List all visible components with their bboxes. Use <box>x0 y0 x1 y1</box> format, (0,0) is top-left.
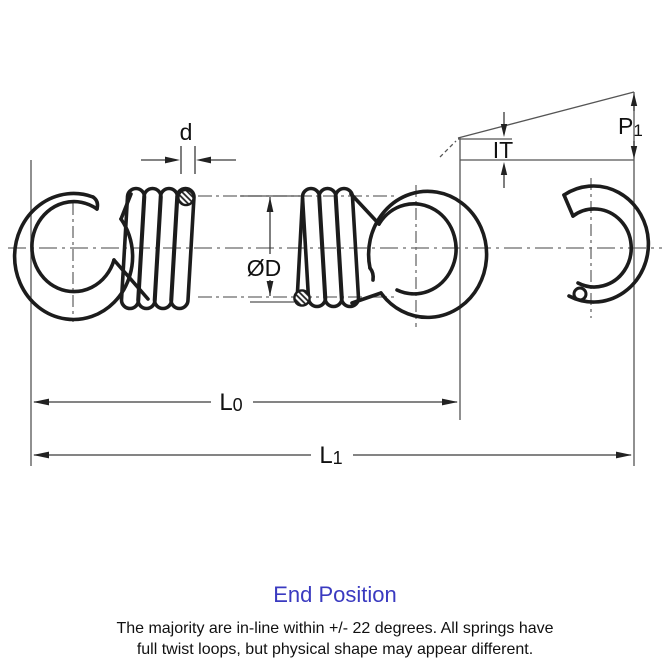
dimension-it <box>493 112 513 188</box>
end-position-heading: End Position <box>273 582 397 607</box>
l1-arrowhead-left <box>33 452 49 459</box>
phantom-coil-line <box>440 141 456 157</box>
right-hook-wire-cut <box>370 268 373 280</box>
right-hook-outer-arc <box>369 191 487 317</box>
pitch-slant-line <box>458 92 634 138</box>
wire-section-hatch-left <box>178 190 193 205</box>
left-spring <box>15 189 194 320</box>
d-arrowhead-left <box>165 157 180 164</box>
l1-label: L1 <box>319 442 343 469</box>
right-hook-inner-arc <box>379 204 456 294</box>
dimension-p1 <box>618 93 643 159</box>
it-arrowhead-top <box>501 124 507 137</box>
od-label: ØD <box>246 255 282 281</box>
p1-arrowhead-bottom <box>631 146 637 159</box>
l0-label: L0 <box>219 389 243 416</box>
od-arrowhead-bottom <box>267 281 274 296</box>
footer <box>0 582 670 660</box>
od-arrowhead-top <box>267 197 274 212</box>
d-label: d <box>179 119 193 145</box>
dimension-d <box>141 119 236 174</box>
l1-arrowhead-right <box>616 452 632 459</box>
end-view-loop <box>564 186 648 302</box>
coil-loop <box>336 189 359 307</box>
coil-loop <box>171 189 194 309</box>
l0-arrowhead-left <box>33 399 49 406</box>
d-arrowhead-right <box>196 157 211 164</box>
it-label: IT <box>492 137 514 163</box>
dimension-l0 <box>33 389 458 416</box>
note-line-1: The majority are in-line within +/- 22 degrees. All springs have <box>116 620 554 637</box>
p1-label: P1 <box>618 113 643 140</box>
note-line-2: full twist loops, but physical shape may appear different. <box>136 641 534 658</box>
wire-section-hatch-right <box>294 290 309 305</box>
end-view-top-cut <box>564 195 573 216</box>
coil-end-strand <box>298 199 303 292</box>
l0-arrowhead-right <box>442 399 458 406</box>
right-spring <box>298 189 487 318</box>
dimension-od <box>245 197 283 296</box>
it-arrowhead-bottom <box>501 162 507 175</box>
end-view-wire-tip <box>574 288 586 300</box>
p1-arrowhead-top <box>631 93 637 106</box>
dimension-l1 <box>33 442 632 469</box>
right-hook-to-coil-bottom <box>352 293 381 303</box>
